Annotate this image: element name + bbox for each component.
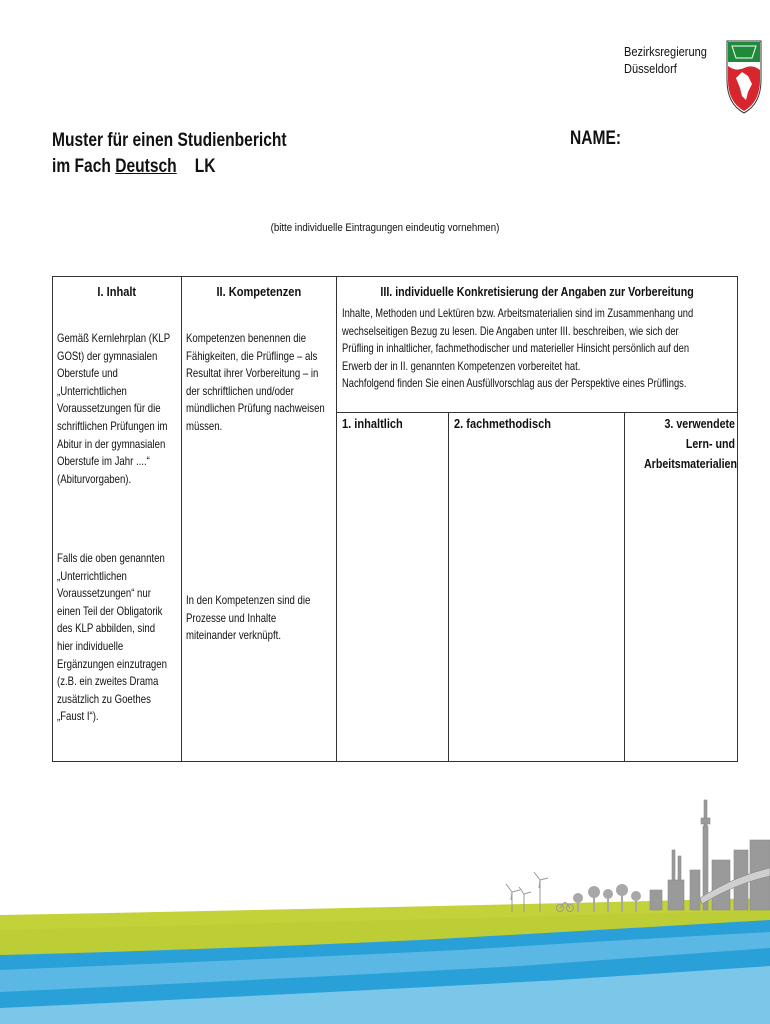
subheader-materialien-line3: Arbeitsmaterialien bbox=[643, 456, 737, 471]
inhalt-paragraph-2-line-text: zusätzlich zu Goethes bbox=[57, 691, 151, 706]
name-label bbox=[570, 128, 632, 150]
inhalt-paragraph-2-line bbox=[57, 638, 179, 656]
inhalt-paragraph-1-line bbox=[57, 418, 179, 436]
org-logo bbox=[624, 40, 764, 120]
title-line1: Muster für einen Studienbericht bbox=[52, 130, 287, 151]
subheader-materialien-line1: 3. verwendete bbox=[664, 416, 735, 431]
inhalt-paragraph-1-line bbox=[57, 436, 179, 454]
subheader-fachmethodisch bbox=[454, 415, 568, 433]
inhalt-paragraph-1-line-text: Abitur in der gymnasialen bbox=[57, 436, 166, 451]
inhalt-paragraph-1-line bbox=[57, 365, 179, 383]
kompetenzen-paragraph-1-line-text: der schriftlichen und/oder bbox=[186, 383, 294, 398]
konkretisierung-intro-line bbox=[342, 305, 736, 323]
konkretisierung-intro-line bbox=[342, 323, 736, 341]
study-report-table bbox=[52, 276, 738, 762]
inhalt-paragraph-1-line bbox=[57, 383, 179, 401]
konkretisierung-intro-line bbox=[342, 358, 736, 376]
footer-skyline-banner bbox=[0, 780, 770, 1024]
column-divider bbox=[181, 277, 182, 761]
kompetenzen-paragraph-2-line bbox=[186, 610, 334, 628]
konkretisierung-intro-line-text: Nachfolgend finden Sie einen Ausfüllvorschlag aus der Perspektive eines Prüflings. bbox=[342, 376, 687, 391]
inhalt-paragraph-2-line-text: des KLP abbilden, sind bbox=[57, 621, 156, 636]
inhalt-paragraph-1-line-text: Oberstufe im Jahr ....“ bbox=[57, 454, 150, 469]
inhalt-paragraph-1-line bbox=[57, 330, 179, 348]
inhalt-paragraph-1-line-text: Gemäß Kernlehrplan (KLP bbox=[57, 331, 171, 345]
konkretisierung-intro-line-text: Prüfling in inhaltlicher, fachmethodischer und materieller Hinsicht persönlich auf den bbox=[342, 341, 690, 356]
instruction-hint bbox=[0, 222, 770, 234]
org-name-line2: Düsseldorf bbox=[624, 61, 677, 76]
kompetenzen-paragraph-1-line bbox=[186, 383, 334, 401]
konkretisierung-intro-line-text: Erwerb der in II. genannten Kompetenzen vorbereitet hat. bbox=[342, 358, 581, 373]
kompetenzen-paragraph-2-line bbox=[186, 627, 334, 645]
column-header-inhalt-text: I. Inhalt bbox=[97, 284, 137, 299]
inhalt-paragraph-1-line-text: „Unterrichtlichen bbox=[57, 383, 127, 398]
inhalt-paragraph-2-line bbox=[57, 568, 179, 586]
inhalt-paragraph-1-line-text: GOSt) der gymnasialen bbox=[57, 348, 158, 363]
inhalt-paragraph-1 bbox=[57, 330, 179, 488]
inhalt-paragraph-2-line-text: (z.B. ein zweites Drama bbox=[57, 674, 159, 689]
inhalt-paragraph-2-line-text: Voraussetzungen“ nur bbox=[57, 586, 151, 601]
subheader-fachmethodisch-text: 2. fachmethodisch bbox=[454, 416, 552, 431]
inhalt-paragraph-1-line-text: schriftlichen Prüfungen im bbox=[57, 418, 168, 433]
kompetenzen-paragraph-1 bbox=[186, 330, 334, 436]
inhalt-paragraph-2-line-text: einen Teil der Obligatorik bbox=[57, 603, 163, 618]
subheader-inhaltlich-text: 1. inhaltlich bbox=[342, 416, 403, 431]
kompetenzen-paragraph-2-line-text: miteinander verknüpft. bbox=[186, 628, 281, 643]
kompetenzen-paragraph-1-line-text: Resultat ihrer Vorbereitung – in bbox=[186, 366, 319, 381]
inhalt-paragraph-2 bbox=[57, 550, 179, 726]
org-name-line1: Bezirksregierung bbox=[624, 44, 707, 59]
column-header-konkretisierung-text: III. individuelle Konkretisierung der Angaben zur Vorbereitung bbox=[380, 284, 695, 299]
konkretisierung-intro-line bbox=[342, 340, 736, 358]
kompetenzen-paragraph-2 bbox=[186, 592, 334, 645]
inhalt-paragraph-1-line bbox=[57, 400, 179, 418]
document-title bbox=[52, 128, 338, 180]
inhalt-paragraph-1-line-text: (Abiturvorgaben). bbox=[57, 471, 132, 486]
inhalt-paragraph-1-line-text: Oberstufe und bbox=[57, 366, 118, 381]
inhalt-paragraph-1-line bbox=[57, 471, 179, 489]
kompetenzen-paragraph-1-line bbox=[186, 400, 334, 418]
konkretisierung-intro bbox=[342, 305, 736, 393]
inhalt-paragraph-2-line bbox=[57, 691, 179, 709]
kompetenzen-paragraph-1-line-text: mündlichen Prüfung nachweisen bbox=[186, 401, 325, 416]
kompetenzen-paragraph-1-line-text: Kompetenzen benennen die bbox=[186, 331, 307, 345]
kompetenzen-paragraph-1-line bbox=[186, 365, 334, 383]
column-header-konkretisierung bbox=[336, 284, 739, 299]
kompetenzen-paragraph-2-line bbox=[186, 592, 334, 610]
subheader-inhaltlich bbox=[342, 415, 414, 433]
inhalt-paragraph-1-line bbox=[57, 453, 179, 471]
inhalt-paragraph-2-line bbox=[57, 708, 179, 726]
row-divider bbox=[336, 412, 737, 413]
inhalt-paragraph-1-line bbox=[57, 348, 179, 366]
inhalt-paragraph-2-line bbox=[57, 673, 179, 691]
title-line2 bbox=[52, 154, 215, 180]
inhalt-paragraph-2-line bbox=[57, 656, 179, 674]
kompetenzen-paragraph-1-line-text: Fähigkeiten, die Prüflinge – als bbox=[186, 348, 318, 363]
column-divider bbox=[336, 277, 337, 761]
inhalt-paragraph-2-line bbox=[57, 550, 179, 568]
title-subject: Deutsch bbox=[115, 156, 177, 177]
kompetenzen-paragraph-1-line-text: müssen. bbox=[186, 418, 223, 433]
title-prefix: im Fach bbox=[52, 156, 116, 177]
name-label-text: NAME: bbox=[570, 128, 622, 149]
nrw-shield-icon bbox=[726, 40, 762, 114]
org-name bbox=[624, 43, 722, 77]
inhalt-paragraph-1-line-text: Voraussetzungen für die bbox=[57, 401, 161, 416]
title-course: LK bbox=[194, 156, 216, 177]
subheader-materialien bbox=[624, 415, 739, 473]
inhalt-paragraph-2-line-text: Falls die oben genannten bbox=[57, 551, 165, 565]
column-header-kompetenzen bbox=[181, 284, 336, 299]
instruction-hint-text: (bitte individuelle Eintragungen eindeutig vornehmen) bbox=[270, 222, 500, 234]
kompetenzen-paragraph-1-line bbox=[186, 418, 334, 436]
subcolumn-divider bbox=[448, 412, 449, 761]
column-header-kompetenzen-text: II. Kompetenzen bbox=[216, 284, 301, 299]
kompetenzen-paragraph-1-line bbox=[186, 348, 334, 366]
inhalt-paragraph-2-line bbox=[57, 620, 179, 638]
konkretisierung-intro-line-text: Inhalte, Methoden und Lektüren bzw. Arbeitsmaterialien sind im Zusammenhang und bbox=[342, 306, 694, 320]
inhalt-paragraph-2-line bbox=[57, 585, 179, 603]
inhalt-paragraph-2-line-text: Ergänzungen einzutragen bbox=[57, 656, 167, 671]
inhalt-paragraph-2-line-text: „Unterrichtlichen bbox=[57, 568, 127, 583]
kompetenzen-paragraph-2-line-text: In den Kompetenzen sind die bbox=[186, 593, 311, 607]
konkretisierung-intro-line bbox=[342, 375, 736, 393]
inhalt-paragraph-2-line-text: hier individuelle bbox=[57, 638, 124, 653]
inhalt-paragraph-2-line-text: „Faust I“). bbox=[57, 709, 99, 724]
subheader-materialien-line2: Lern- und bbox=[685, 436, 735, 451]
konkretisierung-intro-line-text: wechselseitigen Bezug zu lesen. Die Angaben unter III. beschreiben, wie sich der bbox=[342, 323, 679, 338]
kompetenzen-paragraph-2-line-text: Prozesse und Inhalte bbox=[186, 610, 277, 625]
kompetenzen-paragraph-1-line bbox=[186, 330, 334, 348]
column-header-inhalt bbox=[53, 284, 181, 299]
inhalt-paragraph-2-line bbox=[57, 603, 179, 621]
